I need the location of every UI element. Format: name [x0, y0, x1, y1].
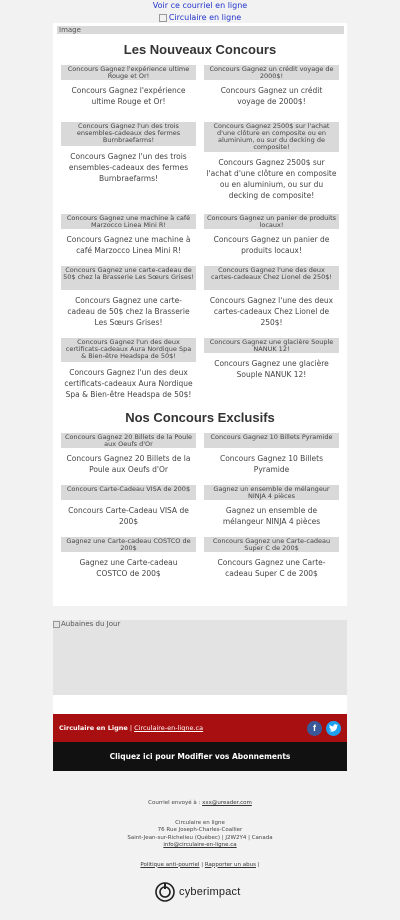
contest-tile[interactable]	[61, 485, 196, 533]
contest-tile[interactable]	[204, 485, 339, 533]
site-logo-alt-text: Circulaire en ligne	[168, 13, 242, 22]
social-links	[307, 721, 341, 736]
contest-tile[interactable]	[204, 65, 339, 118]
contest-tile[interactable]	[61, 266, 196, 334]
contest-image-alt: Concours Gagnez une glacière Souple NANUK 12!	[209, 338, 334, 353]
sent-to-email-link[interactable]: xxx@ureader.com	[202, 800, 252, 806]
contest-image[interactable]	[61, 485, 196, 500]
contest-image[interactable]	[61, 65, 196, 80]
twitter-icon[interactable]	[326, 721, 341, 736]
daily-deals-alt: Aubaines du Jour	[61, 620, 121, 628]
contest-description[interactable]: Gagnez une Carte-cadeau COSTCO de 200$	[79, 558, 178, 578]
contest-image[interactable]	[61, 338, 196, 362]
contest-image-alt: Concours Gagnez l'une des deux cartes-cadeaux Chez Lionel de 250$!	[210, 266, 333, 281]
contest-image[interactable]	[204, 214, 339, 229]
contest-tile[interactable]	[61, 214, 196, 262]
contest-tile[interactable]	[204, 338, 339, 404]
broken-image-icon	[53, 621, 60, 628]
link-separator: |	[256, 861, 260, 868]
contest-image[interactable]	[61, 122, 196, 146]
address-line-2: Saint-Jean-sur-Richelieu (Québec) | J2W2Y4 | Canada	[127, 834, 273, 841]
contest-description[interactable]: Concours Gagnez 10 Billets Pyramide	[219, 454, 324, 474]
contest-image[interactable]	[204, 122, 339, 152]
exclusive-contests-grid	[53, 428, 347, 585]
contest-image-alt: Concours Gagnez une Carte-cadeau Super C de 200$	[212, 537, 331, 552]
contest-image[interactable]	[204, 266, 339, 290]
contest-description[interactable]: Concours Gagnez l'un des trois ensembles-cadeaux des fermes Burnbraefarms!	[68, 152, 189, 183]
contest-description[interactable]: Concours Carte-Cadeau VISA de 200$	[68, 506, 189, 526]
contest-tile[interactable]	[61, 537, 196, 585]
contest-tile[interactable]	[61, 65, 196, 118]
contest-description[interactable]: Concours Gagnez une glacière Souple NANUK 12!	[214, 359, 329, 379]
cyberimpact-mark-icon	[155, 882, 175, 902]
contest-image[interactable]	[61, 433, 196, 448]
contest-tile[interactable]	[204, 433, 339, 481]
contest-image[interactable]	[204, 537, 339, 552]
contest-description[interactable]: Concours Gagnez l'un des deux certificats-cadeaux Aura Nordique Spa & Bien-être Headspa de 50$!	[64, 368, 193, 399]
section-title-new-contests: Les Nouveaux Concours	[123, 42, 277, 57]
contest-tile[interactable]	[204, 266, 339, 334]
contest-tile[interactable]	[204, 537, 339, 585]
contest-image-alt: Concours Gagnez un crédit voyage de 2000$!	[209, 65, 334, 80]
new-contests-grid	[53, 60, 347, 404]
cyberimpact-logo[interactable]	[155, 880, 245, 904]
footer-brand-name: Circulaire en Ligne	[59, 724, 128, 732]
contact-email-link[interactable]: info@circulaire-en-ligne.ca	[163, 842, 237, 848]
contest-image[interactable]	[61, 537, 196, 552]
contest-description[interactable]: Concours Gagnez un panier de produits locaux!	[213, 235, 330, 255]
facebook-icon[interactable]: f	[307, 721, 322, 736]
address-line-1: 76 Rue Joseph-Charles-Coallier	[157, 827, 243, 833]
contest-tile[interactable]	[61, 122, 196, 210]
broken-image-icon	[159, 14, 167, 22]
section-title-exclusive-contests: Nos Concours Exclusifs	[125, 410, 275, 425]
contest-description[interactable]: Gagnez un ensemble de mélangeur NINJA 4 pièces	[222, 506, 321, 526]
contest-image-alt: Concours Gagnez 10 Billets Pyramide	[210, 433, 333, 441]
contest-tile[interactable]	[204, 214, 339, 262]
contest-image-alt: Concours Gagnez l'un des deux certificats-cadeaux Aura Nordique Spa & Bien-être Headspa de 50$!	[65, 338, 192, 360]
contest-image-alt: Concours Carte-Cadeau VISA de 200$	[66, 485, 191, 493]
anti-spam-policy-link[interactable]: Politique anti-pourriel	[140, 861, 200, 868]
main-content-card	[53, 23, 347, 606]
contest-image-alt: Concours Gagnez l'un des trois ensembles-cadeaux des fermes Burnbraefarms!	[76, 122, 181, 144]
contest-image[interactable]	[61, 214, 196, 229]
contest-image-alt: Concours Gagnez 20 Billets de la Poule aux Oeufs d'Or	[64, 433, 193, 448]
view-online-bar	[0, 0, 400, 11]
footer-brand-bar	[53, 714, 347, 742]
contest-image-alt: Gagnez un ensemble de mélangeur NINJA 4 pièces	[213, 485, 330, 500]
contest-image-alt: Concours Gagnez une machine à café Marzocco Linea Mini R!	[66, 214, 191, 229]
contest-tile[interactable]	[61, 338, 196, 404]
footer-separator: |	[127, 724, 135, 732]
cyberimpact-wordmark: cyberimpact	[179, 886, 241, 898]
contest-tile[interactable]	[204, 122, 339, 210]
contest-image-alt: Concours Gagnez 2500$ sur l'achat d'une clôture en composite ou en aluminium, ou sur du decking de composite!	[213, 122, 330, 151]
manage-subscriptions-button[interactable]: Cliquez ici pour Modifier vos Abonnements	[53, 742, 347, 771]
contest-image[interactable]	[204, 433, 339, 448]
contest-image-alt: Gagnez une Carte-cadeau COSTCO de 200$	[66, 537, 191, 552]
contest-description[interactable]: Concours Gagnez l'une des deux cartes-cadeaux Chez Lionel de 250$!	[209, 296, 334, 327]
contest-description[interactable]: Concours Gagnez l'expérience ultime Rouge et Or!	[71, 86, 186, 106]
link-separator: |	[199, 861, 205, 868]
contest-image-alt: Concours Gagnez un panier de produits locaux!	[206, 214, 337, 229]
contest-description[interactable]: Concours Gagnez un crédit voyage de 2000$!	[220, 86, 323, 106]
contest-image[interactable]	[204, 65, 339, 80]
contest-description[interactable]: Concours Gagnez une machine à café Marzocco Linea Mini R!	[66, 235, 191, 255]
twitter-bird-icon	[329, 724, 338, 732]
spacer	[53, 695, 347, 714]
contest-description[interactable]: Concours Gagnez une carte-cadeau de 50$ chez la Brasserie Les Sœurs Grises!	[67, 296, 190, 327]
contest-image[interactable]	[204, 485, 339, 500]
contest-image-alt: Concours Gagnez une carte-cadeau de 50$ chez la Brasserie Les Sœurs Grises!	[63, 266, 194, 281]
policy-links	[0, 862, 400, 870]
org-name: Circulaire en ligne	[175, 819, 225, 826]
contest-image[interactable]	[61, 266, 196, 290]
contest-tile[interactable]	[61, 433, 196, 481]
contest-image[interactable]	[204, 338, 339, 353]
contest-image-alt: Concours Gagnez l'expérience ultime Rouge et Or!	[67, 65, 190, 80]
contest-description[interactable]: Concours Gagnez 2500$ sur l'achat d'une clôture en composite ou en aluminium, ou sur du decking de composite!	[206, 158, 337, 200]
hero-image-alt: Image	[59, 26, 81, 34]
sent-to-line	[0, 800, 400, 808]
daily-deals-banner[interactable]	[53, 620, 347, 695]
contest-description[interactable]: Concours Gagnez une Carte-cadeau Super C de 200$	[217, 558, 326, 578]
footer-brand-text	[59, 724, 203, 732]
sent-to-label: Courriel envoyé à :	[148, 800, 203, 806]
view-online-link[interactable]: Voir ce courriel en ligne	[152, 1, 248, 10]
footer-fine-print	[0, 800, 400, 869]
contest-description[interactable]: Concours Gagnez 20 Billets de la Poule aux Oeufs d'Or	[66, 454, 191, 474]
hero-image	[57, 26, 344, 34]
footer-site-link[interactable]: Circulaire-en-ligne.ca	[134, 724, 204, 732]
report-abuse-link[interactable]: Rapporter un abus	[204, 861, 256, 868]
